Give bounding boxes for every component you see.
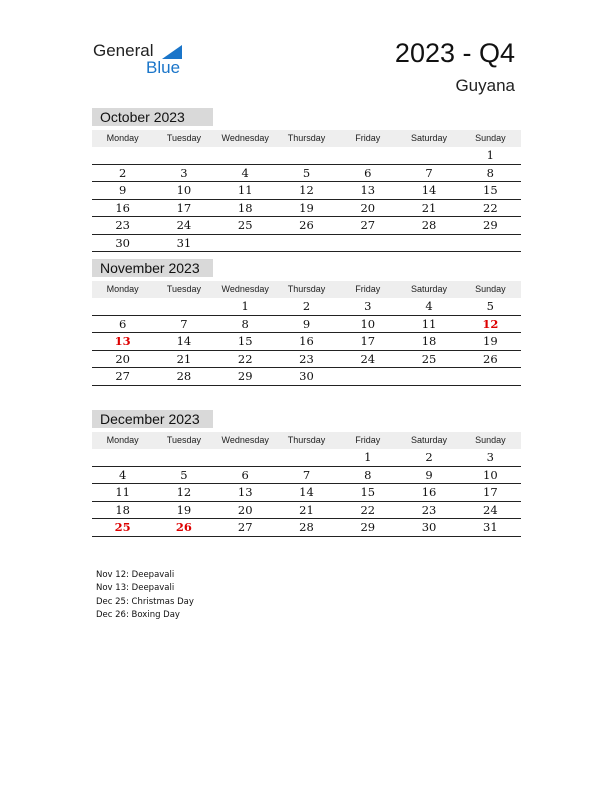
week-row	[92, 182, 521, 200]
day-cell: 30	[421, 520, 437, 534]
weekday-label: Wednesday	[221, 284, 269, 294]
weekday-label: Thursday	[287, 435, 326, 445]
day-cell: 6	[118, 316, 127, 331]
day-cell: 10	[360, 316, 376, 331]
day-cell: 12	[299, 183, 314, 197]
day-cell: 24	[176, 218, 192, 232]
day-cell: 25	[421, 351, 437, 366]
weekday-label: Saturday	[411, 284, 448, 294]
day-cell: 8	[486, 165, 494, 180]
week-row	[92, 200, 521, 218]
day-cell: 7	[302, 467, 311, 482]
day-cell: 16	[115, 200, 130, 215]
day-cell: 10	[483, 467, 498, 482]
weekday-label: Saturday	[411, 133, 448, 143]
weekday-label: Monday	[106, 435, 139, 445]
weekday-label: Tuesday	[166, 284, 202, 294]
day-cell: 16	[421, 485, 437, 499]
day-cell: 25	[237, 218, 253, 232]
day-cell: 26	[299, 218, 314, 232]
day-cell: 26	[483, 351, 498, 366]
weekday-label: Saturday	[411, 435, 448, 445]
day-cell: 3	[180, 165, 188, 180]
weekday-label: Sunday	[475, 435, 506, 445]
day-cell: 20	[360, 200, 376, 215]
week-row	[92, 298, 521, 316]
day-cell: 5	[302, 165, 311, 180]
weekday-header-row	[92, 281, 521, 298]
holiday-day-cell: 13	[114, 334, 131, 348]
day-cell: 14	[176, 334, 192, 348]
week-row	[92, 519, 521, 537]
day-cell	[398, 235, 459, 252]
page-title: 2023 - Q4	[394, 38, 515, 68]
weekday-label: Thursday	[287, 284, 326, 294]
holiday-day-cell: 26	[175, 520, 192, 534]
day-cell: 22	[237, 351, 253, 366]
month-december	[92, 410, 521, 537]
day-cell: 7	[180, 316, 188, 331]
day-cell: 15	[360, 485, 376, 499]
month-october	[92, 108, 521, 252]
day-cell	[153, 449, 214, 466]
weekday-label: Sunday	[475, 284, 506, 294]
day-cell: 6	[364, 165, 372, 180]
day-cell: 5	[180, 467, 188, 482]
weekday-label: Tuesday	[166, 133, 202, 143]
day-cell: 4	[425, 299, 433, 313]
week-row	[92, 217, 521, 235]
day-cell: 14	[299, 485, 314, 499]
holiday-notes	[96, 569, 194, 623]
day-cell: 30	[299, 369, 314, 383]
month-title: December 2023	[92, 410, 213, 428]
holiday-note: Dec 26: Boxing Day	[96, 610, 180, 621]
day-cell: 14	[421, 183, 437, 197]
day-cell	[337, 235, 398, 252]
day-cell: 15	[237, 334, 253, 348]
day-cell: 18	[115, 502, 130, 517]
day-cell: 1	[241, 299, 249, 313]
day-cell	[92, 449, 153, 466]
weekday-label: Monday	[106, 133, 139, 143]
week-row	[92, 165, 521, 183]
day-cell: 6	[241, 467, 249, 482]
day-cell: 2	[425, 450, 433, 464]
day-cell	[337, 147, 398, 164]
day-cell: 2	[302, 299, 311, 313]
day-cell: 17	[483, 485, 498, 499]
day-cell: 11	[115, 485, 130, 499]
holiday-note: Nov 13: Deepavali	[96, 583, 175, 594]
day-cell: 18	[237, 200, 253, 215]
day-cell: 9	[425, 467, 433, 482]
day-cell: 4	[118, 467, 127, 482]
day-cell: 20	[115, 351, 130, 366]
weekday-label: Thursday	[287, 133, 326, 143]
holiday-day-cell: 25	[114, 520, 131, 534]
day-cell	[215, 235, 276, 252]
country-name: Guyana	[455, 76, 515, 95]
day-cell: 31	[483, 520, 498, 534]
day-cell: 1	[486, 148, 494, 162]
day-cell: 5	[486, 299, 494, 313]
day-cell	[276, 147, 337, 164]
day-cell: 28	[299, 520, 314, 534]
day-cell	[92, 147, 153, 164]
month-title: November 2023	[92, 259, 213, 277]
week-row	[92, 333, 521, 351]
day-cell: 28	[421, 218, 437, 232]
day-cell: 13	[237, 485, 253, 499]
day-cell: 24	[483, 502, 498, 517]
day-cell: 8	[241, 316, 249, 331]
day-cell: 27	[360, 218, 376, 232]
week-row	[92, 484, 521, 502]
day-cell	[337, 368, 398, 385]
weekday-label: Sunday	[475, 133, 506, 143]
week-row	[92, 502, 521, 520]
day-cell: 11	[421, 316, 437, 331]
day-cell: 1	[364, 450, 372, 464]
day-cell: 16	[299, 334, 314, 348]
day-cell: 27	[115, 369, 130, 383]
day-cell: 20	[237, 502, 253, 517]
day-cell	[460, 368, 521, 385]
weekday-label: Wednesday	[221, 133, 269, 143]
day-cell	[215, 449, 276, 466]
day-cell	[276, 449, 337, 466]
day-cell: 15	[483, 183, 498, 197]
weekday-label: Friday	[355, 284, 381, 294]
weekday-label: Friday	[355, 133, 381, 143]
day-cell: 21	[176, 351, 192, 366]
week-row	[92, 449, 521, 467]
weekday-header-row	[92, 432, 521, 449]
day-cell: 3	[486, 450, 494, 464]
day-cell: 21	[421, 200, 437, 215]
weekday-label: Monday	[106, 284, 139, 294]
day-cell: 9	[302, 316, 311, 331]
day-cell	[276, 235, 337, 252]
logo-triangle-icon	[162, 45, 182, 59]
holiday-day-cell: 12	[482, 316, 499, 331]
week-row	[92, 316, 521, 334]
day-cell: 22	[483, 200, 498, 215]
day-cell: 27	[237, 520, 253, 534]
day-cell: 4	[241, 165, 249, 180]
week-row	[92, 368, 521, 386]
day-cell: 23	[421, 502, 437, 517]
day-cell	[398, 368, 459, 385]
day-cell: 22	[360, 502, 376, 517]
day-cell: 19	[176, 502, 192, 517]
day-cell: 21	[299, 502, 314, 517]
day-cell: 9	[118, 183, 127, 197]
day-cell: 18	[421, 334, 437, 348]
day-cell: 3	[364, 299, 372, 313]
day-cell	[398, 147, 459, 164]
month-title: October 2023	[92, 108, 213, 126]
weekday-label: Friday	[355, 435, 381, 445]
day-cell	[153, 147, 214, 164]
logo-general-text: General	[93, 41, 154, 60]
weekday-header-row	[92, 130, 521, 147]
month-november	[92, 259, 521, 386]
day-cell: 28	[176, 369, 192, 383]
day-cell: 17	[360, 334, 376, 348]
day-cell: 29	[360, 520, 376, 534]
day-cell: 23	[299, 351, 314, 366]
day-cell: 11	[237, 183, 253, 197]
day-cell: 10	[176, 183, 192, 197]
day-cell: 24	[360, 351, 376, 366]
week-row	[92, 467, 521, 485]
day-cell: 13	[360, 183, 376, 197]
brand-logo	[93, 41, 193, 81]
day-cell: 17	[176, 200, 192, 215]
day-cell	[153, 298, 214, 315]
day-cell: 8	[364, 467, 372, 482]
day-cell	[92, 298, 153, 315]
holiday-note: Nov 12: Deepavali	[96, 570, 175, 580]
weekday-label: Wednesday	[221, 435, 269, 445]
day-cell: 30	[115, 235, 130, 250]
day-cell: 23	[115, 218, 130, 232]
day-cell: 12	[176, 485, 192, 499]
day-cell: 7	[425, 165, 433, 180]
day-cell: 31	[176, 235, 192, 250]
logo-blue-text: Blue	[146, 58, 181, 77]
weekday-label: Tuesday	[166, 435, 202, 445]
day-cell	[215, 147, 276, 164]
week-row	[92, 351, 521, 369]
day-cell	[460, 235, 521, 252]
day-cell: 29	[237, 369, 253, 383]
holiday-note: Dec 25: Christmas Day	[96, 596, 194, 607]
day-cell: 2	[118, 165, 127, 180]
week-row	[92, 147, 521, 165]
day-cell: 19	[299, 200, 314, 215]
week-row	[92, 235, 521, 253]
day-cell: 29	[483, 218, 498, 232]
day-cell: 19	[483, 334, 498, 348]
